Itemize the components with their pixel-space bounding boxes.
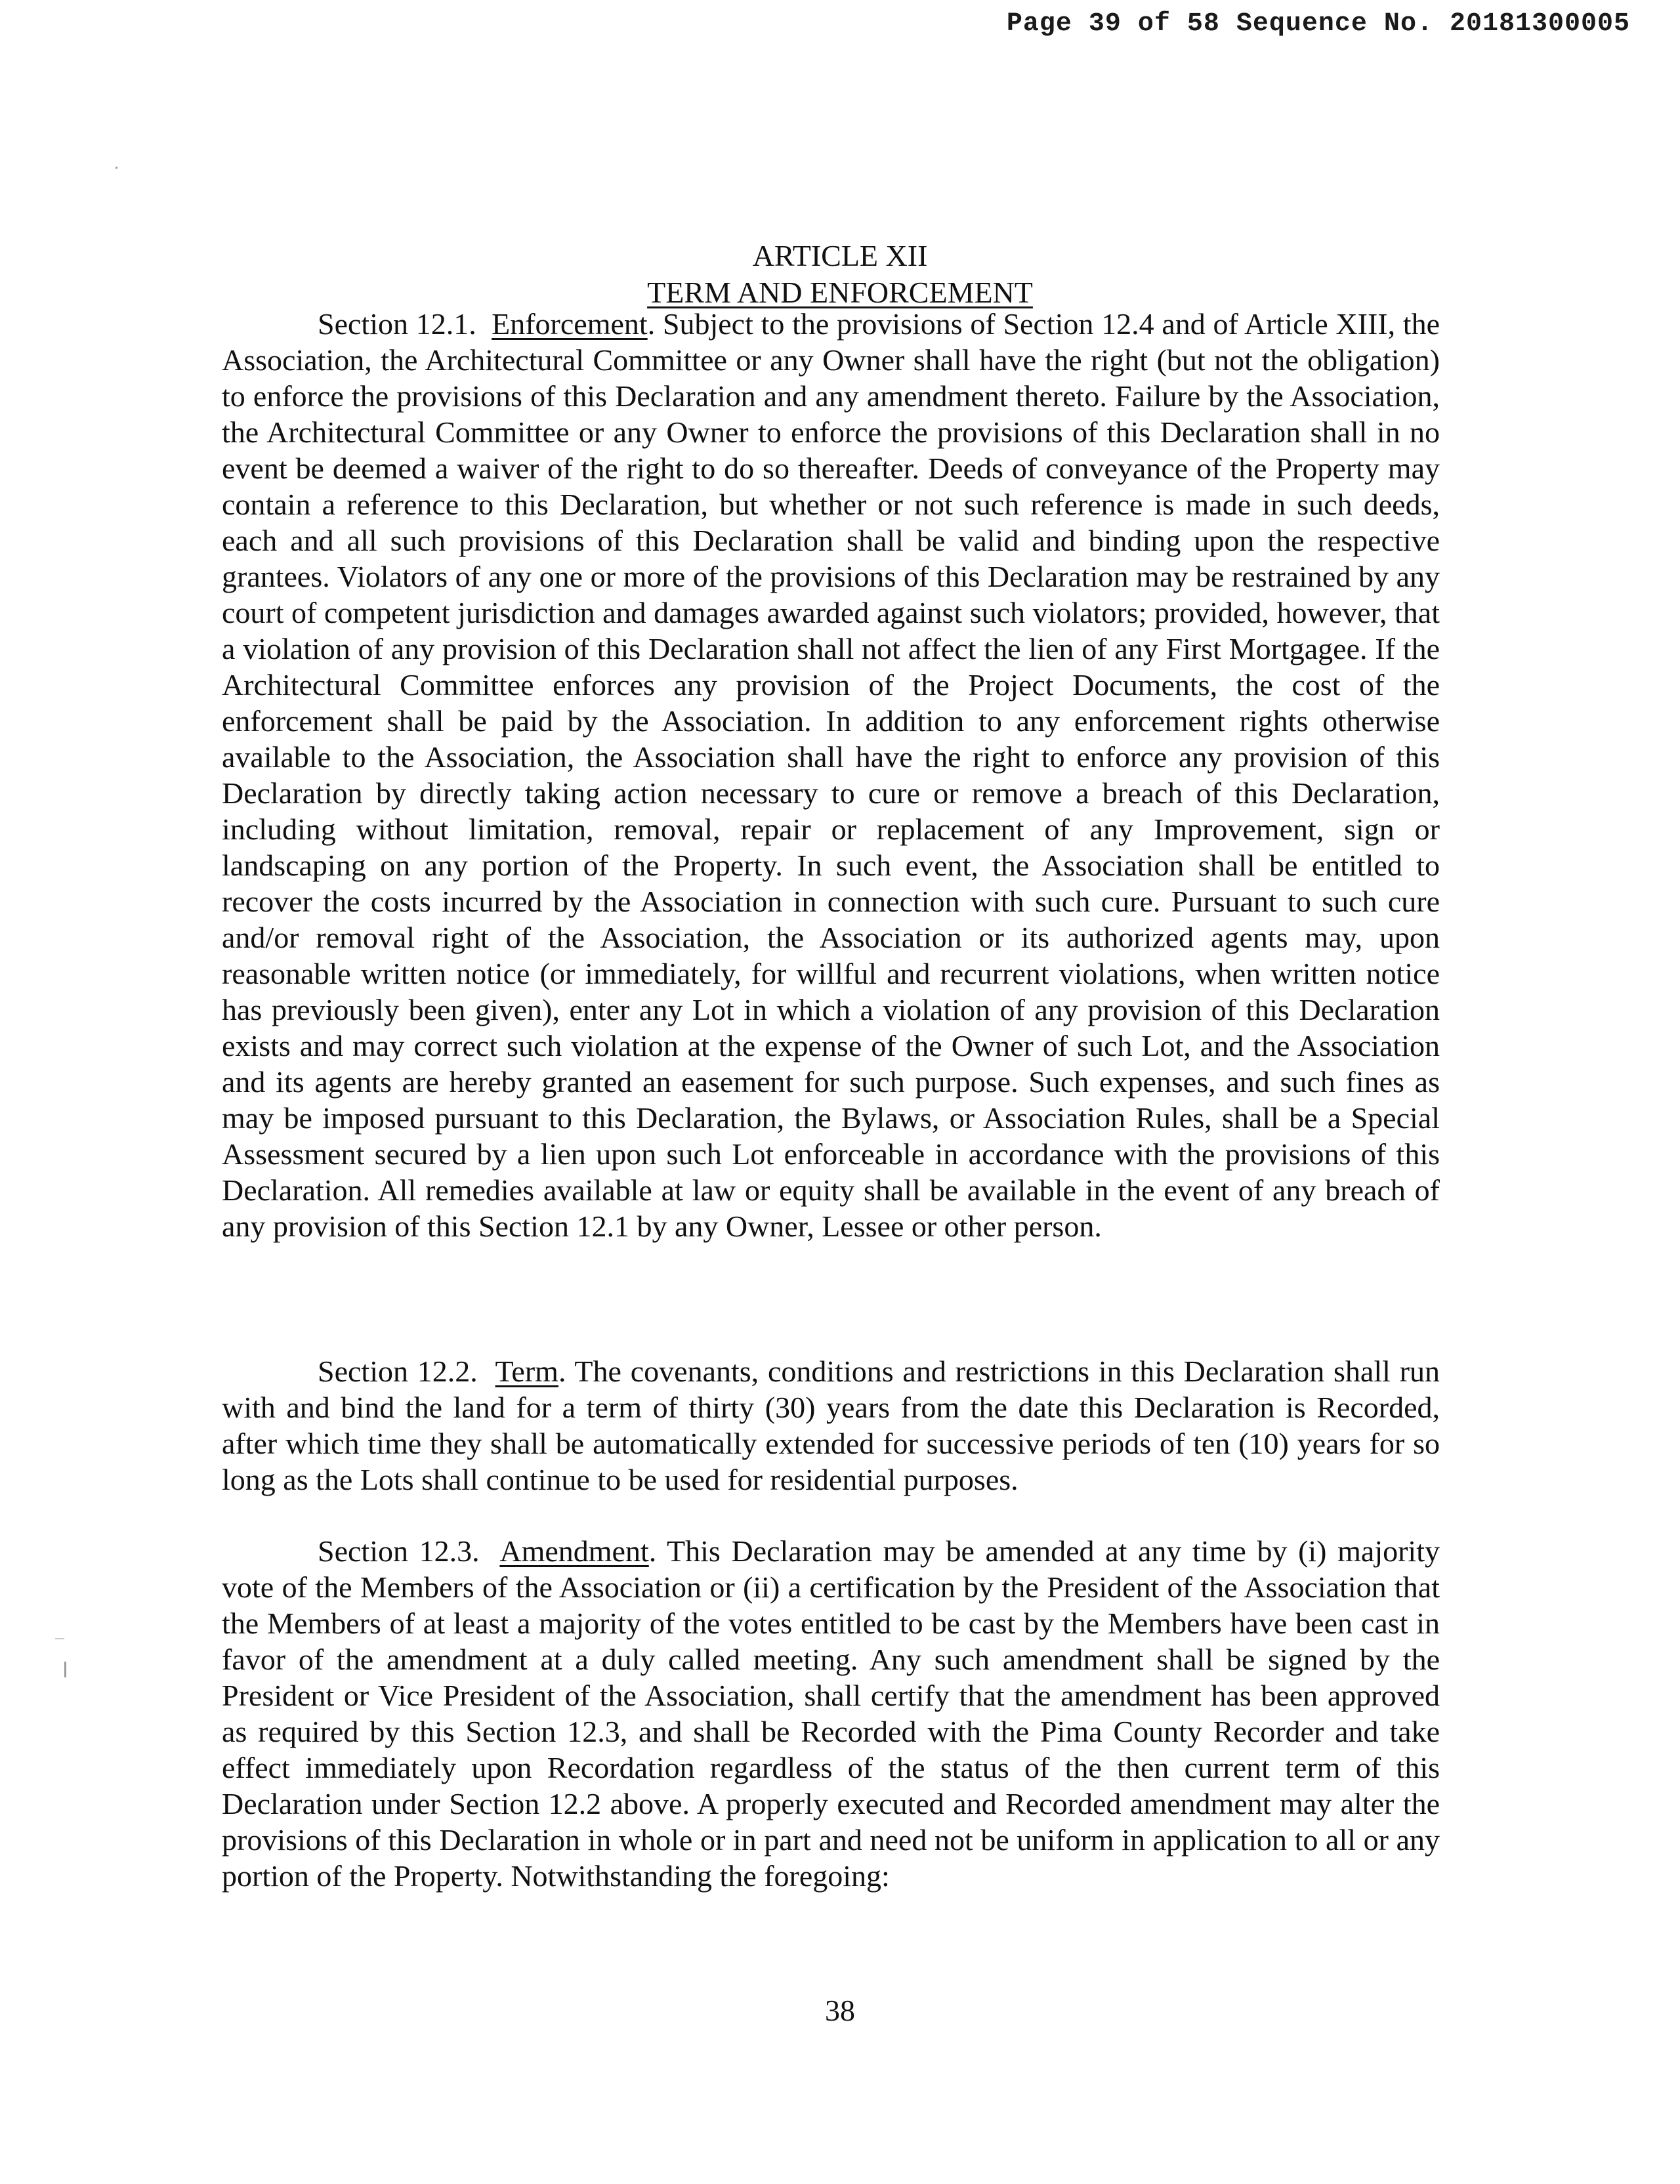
article-number: ARTICLE XII (752, 239, 928, 272)
section-amendment (222, 1533, 1440, 1894)
section-paragraph (222, 1533, 1440, 1894)
section-text: . This Declaration may be amended at any time by (i) majority vote of the Members of the Association or (ii) a certification by the President of the Association that the Members of at least a majority of the votes entitled to be cast by the Members have been cast in favor of the amendment at a duly called meeting. Any such amendment shall be signed by the President or Vice President of the Association, shall certify that the amendment has been approved as required by this Section 12.3, and shall be Recorded with the Pima County Recorder and take effect immediately upon Recordation regardless of the status of the then current term of this Declaration under Section 12.2 above. A properly executed and Recorded amendment may alter the provisions of this Declaration in whole or in part and need not be uniform in application to all or any portion of the Property. Notwithstanding the foregoing: (222, 1534, 1440, 1893)
scan-speck (116, 167, 117, 169)
section-term (222, 1353, 1440, 1498)
section-text: . Subject to the provisions of Section 12.4 and of Article XIII, the Association, the Architectural Committee or any Owner shall have the right (but not the obligation) to enforce the provisions of this Declaration and any amendment thereto. Failure by the Association, the Architectural Committee or any Owner to enforce the provisions of this Declaration shall in no event be deemed a waiver of the right to do so thereafter. Deeds of conveyance of the Property may contain a reference to this Declaration, but whether or not such reference is made in such deeds, each and all such provisions of this Declaration shall be valid and binding upon the respective grantees. Violators of any one or more of the provisions of this Declaration may be restrained by any court of competent jurisdiction and damages awarded against such violators; provided, however, that a violation of any provision of this Declaration shall not affect the lien of any First Mortgagee. If the Architectural Committee enforces any provision of the Project Documents, the cost of the enforcement shall be paid by the Association. In addition to any enforcement rights otherwise available to the Association, the Association shall have the right to enforce any provision of this Declaration by directly taking action necessary to cure or remove a breach of this Declaration, including without limitation, removal, repair or replacement of any Improvement, sign or landscaping on any portion of the Property. In such event, the Association shall be entitled to recover the costs incurred by the Association in connection with such cure. Pursuant to such cure and/or removal right of the Association, the Association or its authorized agents may, upon reasonable written notice (or immediately, for willful and recurrent violations, when written notice has previously been given), enter any Lot in which a violation of any provision of this Declaration exists and may correct such violation at the expense of the Owner of such Lot, and the Association and its agents are hereby granted an easement for such purpose. Such expenses, and such fines as may be imposed pursuant to this Declaration, the Bylaws, or Association Rules, shall be a Special Assessment secured by a lien upon such Lot enforceable in accordance with the provisions of this Declaration. All remedies available at law or equity shall be available in the event of any breach of any provision of this Section 12.1 by any Owner, Lessee or other person. (222, 307, 1440, 1243)
section-paragraph (222, 306, 1440, 1244)
page-number: 38 (825, 1994, 855, 2027)
page-sequence-stamp: Page 39 of 58 Sequence No. 20181300005 (1006, 9, 1630, 39)
section-label: Section 12.3. (318, 1534, 480, 1568)
scan-speck (64, 1662, 66, 1677)
section-label: Section 12.2. (318, 1354, 478, 1388)
section-text: . The covenants, conditions and restrictions in this Declaration shall run with and bind the land for a term of thirty (30) years from the date this Declaration is Recorded, after which time they shall be automatically extended for successive periods of ten (10) years for so long as the Lots shall continue to be used for residential purposes. (222, 1354, 1440, 1496)
section-paragraph (222, 1353, 1440, 1498)
section-label: Section 12.1. (318, 307, 476, 341)
section-caption: Amendment (499, 1534, 649, 1568)
section-enforcement (222, 306, 1440, 1244)
article-title-text: TERM AND ENFORCEMENT (647, 276, 1033, 309)
scan-speck (55, 1638, 64, 1639)
section-caption: Term (495, 1354, 558, 1388)
section-caption: Enforcement (492, 307, 648, 341)
